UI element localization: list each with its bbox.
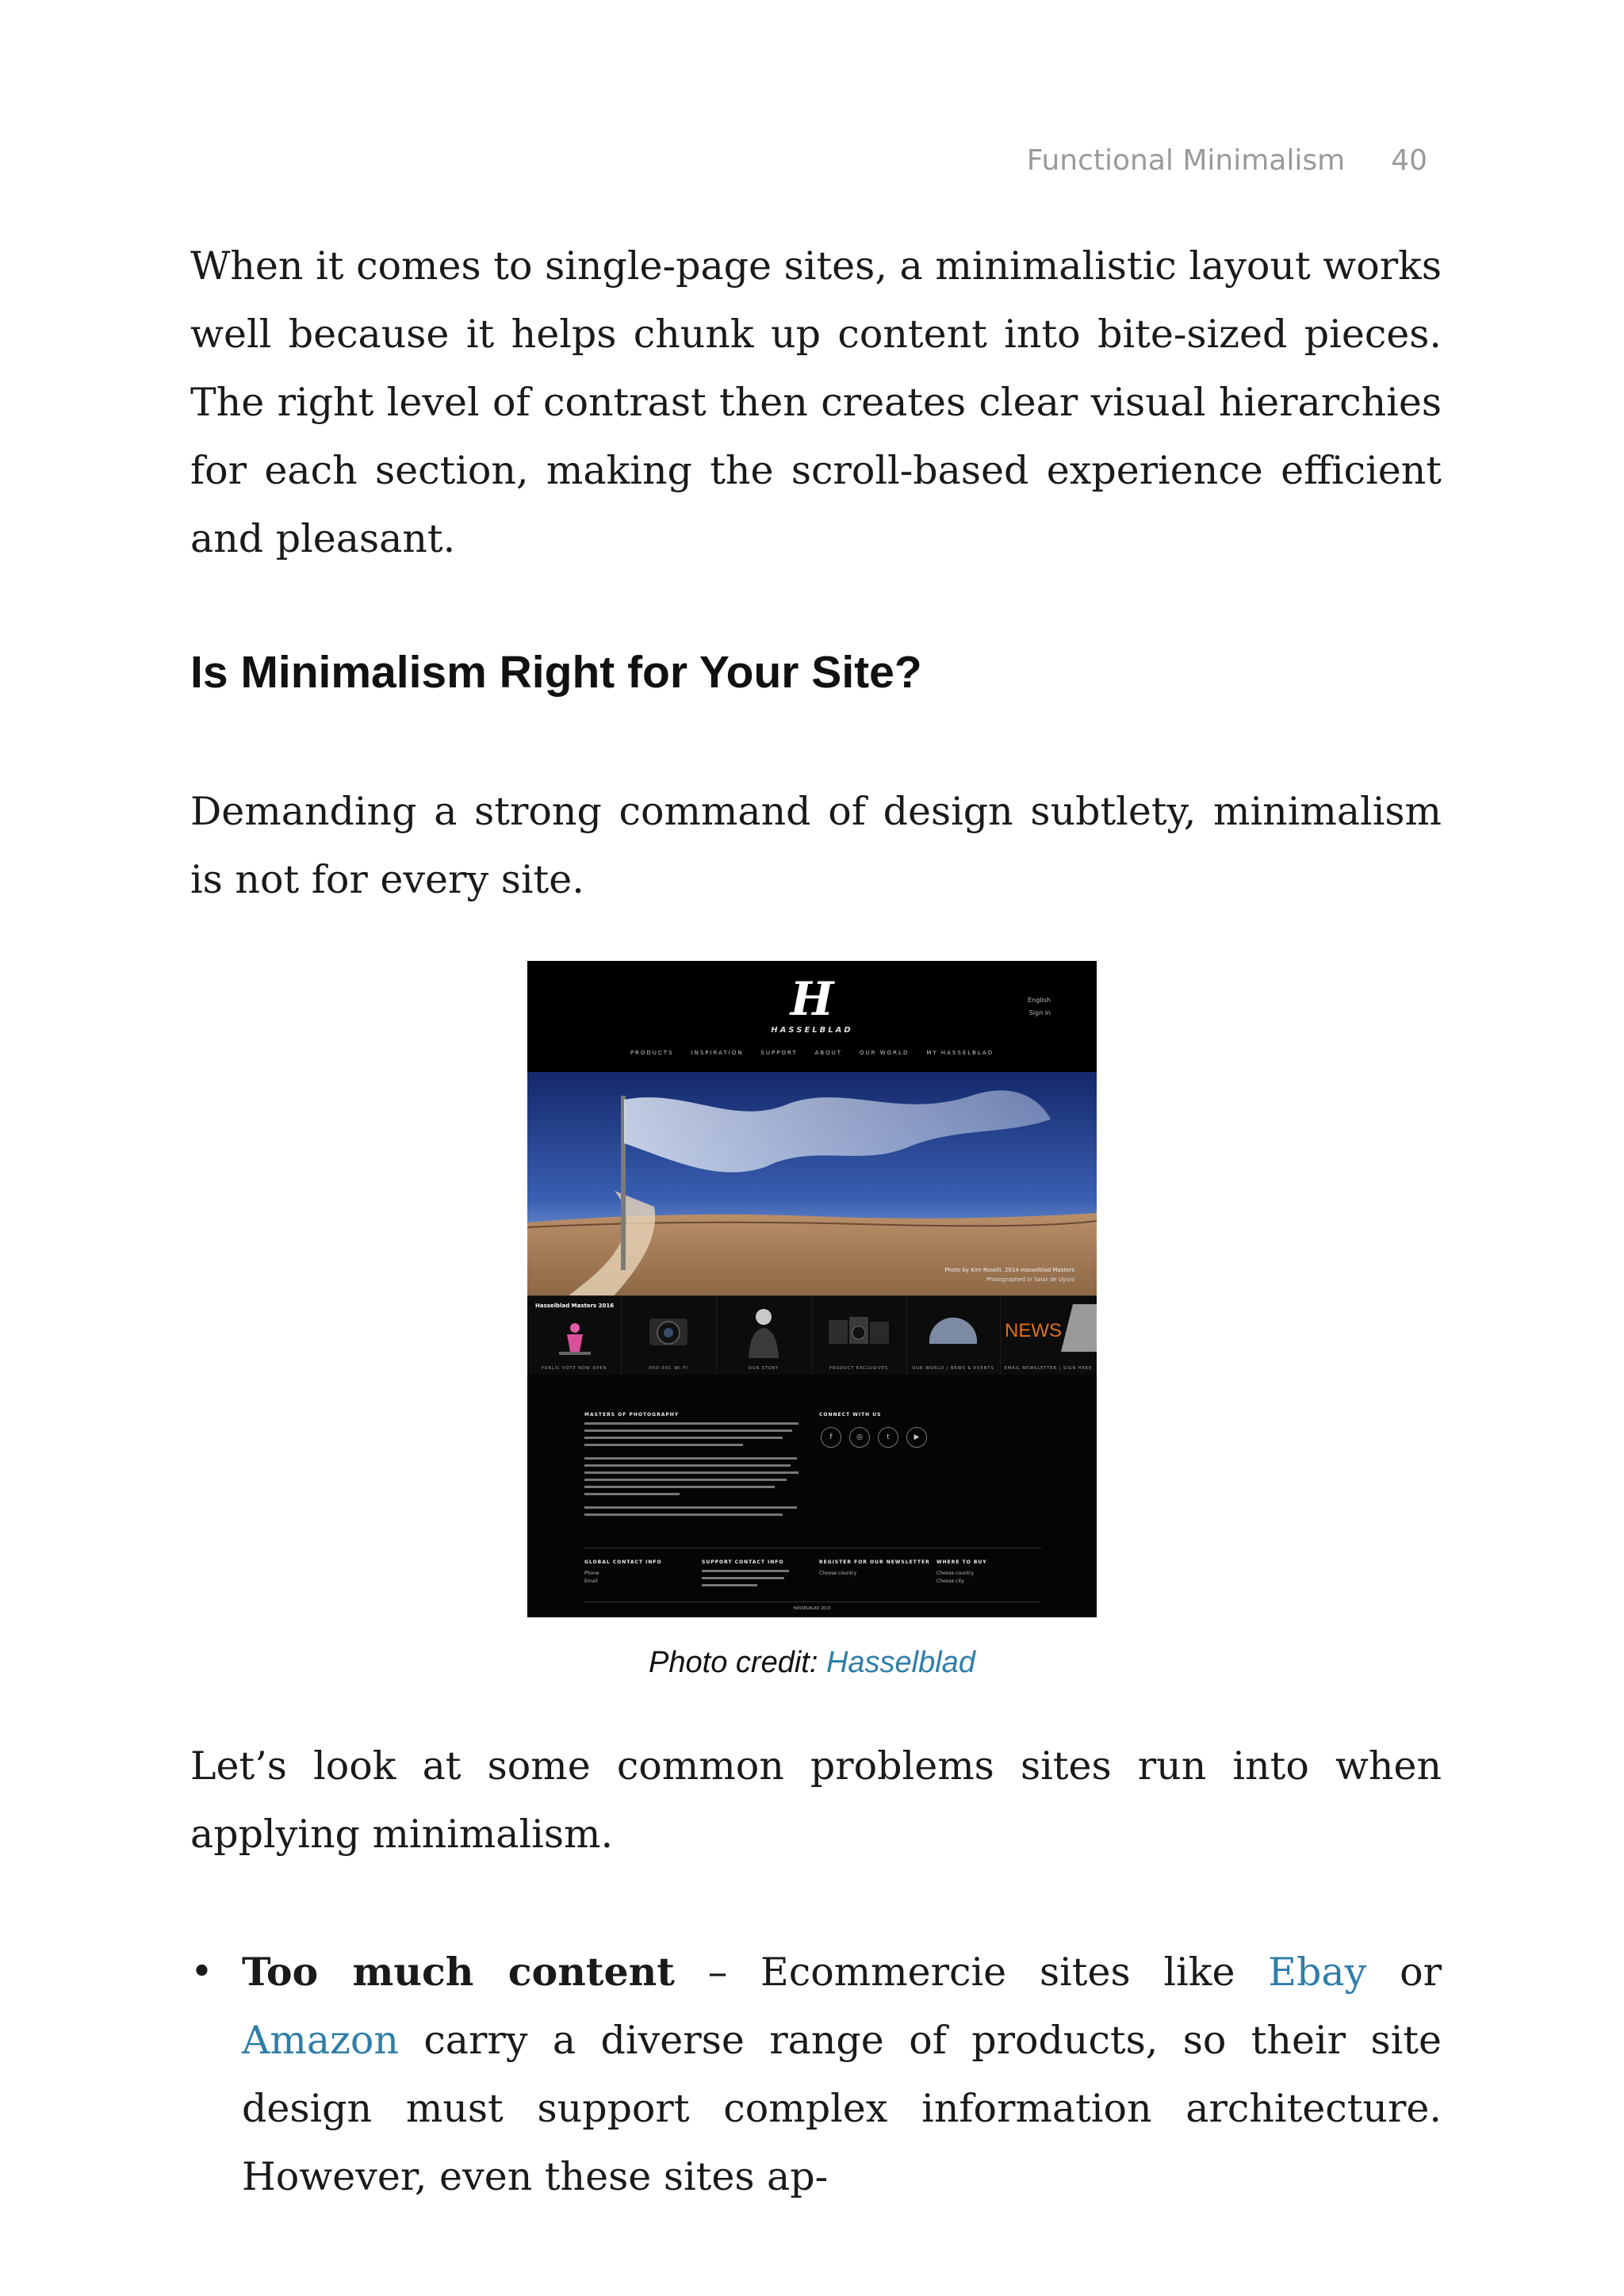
newsletter-heading: REGISTER FOR OUR NEWSLETTER [819,1559,930,1565]
support-text-lines [702,1570,797,1594]
moon-icon [925,1306,981,1353]
bullet-text-2: or [1366,1950,1442,1995]
link-amazon[interactable]: Amazon [242,2018,399,2063]
section-paragraph: Demanding a strong command of design subtlety, minimalism is not for every site. [190,789,1442,902]
nav-item: PRODUCTS [630,1050,674,1056]
masters-text-lines [584,1422,806,1533]
thumb-label: PRODUCT EXCLUSIVES [829,1366,889,1371]
caption-prefix: Photo credit: [649,1646,826,1679]
thumb-world [906,1296,1001,1376]
thumb-news [1000,1296,1097,1376]
thumb-portrait [716,1296,812,1376]
brand-wordmark: HASSELBLAD [771,1026,853,1035]
thumb-label: H5D-50C WI-FI [649,1366,688,1371]
nav-item: MY HASSELBLAD [926,1050,994,1056]
link-ebay[interactable]: Ebay [1268,1950,1367,1995]
thumb-label: OUR STORY [748,1366,779,1371]
news-label: NEWS [1005,1320,1062,1341]
contact-email-label: Email [584,1578,598,1584]
contact-phone-label: Phone [584,1571,599,1576]
bullet-text-1: Ecommercie sites like [760,1950,1269,1995]
site-header [527,961,1097,1072]
site-footer [527,1375,1097,1617]
buy-city-select: Choose city [936,1578,964,1584]
masters-figure-icon [551,1317,599,1357]
facebook-icon: f [821,1427,841,1448]
thumb-label: EMAIL NEWSLETTER | SIGN HERE [1004,1366,1093,1371]
page-number: 40 [1391,144,1427,177]
hero-caption-2: Photographed in Salar de Uyuni [986,1276,1074,1283]
nav-item: ABOUT [814,1050,843,1056]
nav-item: INSPIRATION [691,1050,744,1056]
contact-heading: GLOBAL CONTACT INFO [584,1559,662,1565]
person-icon [744,1303,783,1358]
hero-image [527,1072,1097,1303]
bullet-title: Too much content [242,1949,675,1995]
copyright: HASSELBLAD 2015 [793,1606,831,1611]
youtube-icon: ▶ [906,1427,927,1448]
news-ribbon-icon [1049,1304,1097,1352]
footer-divider [584,1601,1041,1602]
twitter-icon: t [878,1427,898,1448]
thumb-camera [621,1296,717,1376]
thumb-masters [527,1296,622,1376]
running-header [1027,144,1427,177]
hero-caption-1: Photo by Kim Roselli, 2014 Hasselblad Masters [944,1267,1074,1273]
signin-label: Sign in [1028,1009,1051,1016]
connect-heading: CONNECT WITH US [819,1412,882,1418]
thumb-label: PUBLIC VOTE NOW OPEN [541,1366,607,1371]
hasselblad-logo: H [790,972,834,1026]
bullet-dash: – [674,1950,760,1995]
bullet-text-3: carry a diverse range of products, so their site design must support complex information architecture. However, even these sites ap- [242,2018,1442,2199]
masters-heading: MASTERS OF PHOTOGRAPHY [584,1412,680,1418]
product-cameras-icon [825,1311,892,1350]
language-label: English [1028,997,1051,1004]
chapter-title: Functional Minimalism [1026,144,1346,177]
feature-thumbnails [527,1295,1097,1376]
thumb-label: OUR WORLD | NEWS & EVENTS [912,1366,994,1371]
thumb-title: Hasselblad Masters 2016 [535,1303,615,1309]
bullet-item [242,1938,1442,2211]
figure-caption [0,1646,1624,1680]
section-heading: Is Minimalism Right for Your Site? [190,647,922,698]
caption-link-hasselblad[interactable]: Hasselblad [825,1646,975,1679]
language-menu [1028,994,1051,1020]
nav-item: SUPPORT [760,1050,798,1056]
nav-item: OUR WORLD [860,1050,910,1056]
newsletter-country-select: Choose country [819,1571,857,1576]
intro-paragraph: When it comes to single-page sites, a minimalistic layout works well because it helps chunk up content into bite-sized pieces. The right level of contrast then creates clear visual hierarchies for each section, making the scroll-based experience efficient and pleasant. [190,243,1442,561]
site-nav [527,1050,1097,1056]
thumb-products [811,1296,907,1376]
support-heading: SUPPORT CONTACT INFO [702,1559,784,1565]
bullet-marker: • [190,1949,213,1994]
hasselblad-screenshot [527,961,1097,1617]
camera-icon [645,1306,692,1353]
instagram-icon: ◎ [849,1427,870,1448]
problems-paragraph: Let’s look at some common problems sites run into when applying minimalism. [190,1743,1442,1857]
buy-country-select: Choose country [936,1571,975,1576]
buy-heading: WHERE TO BUY [936,1559,987,1565]
